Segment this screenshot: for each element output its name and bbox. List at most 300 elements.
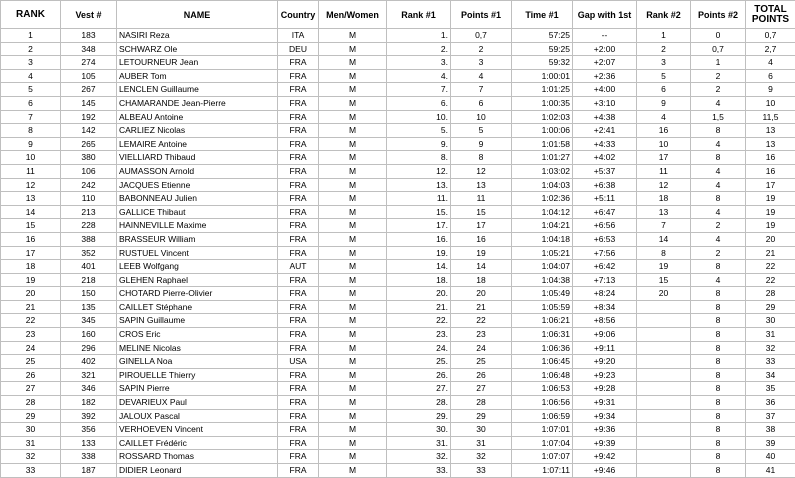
cell-rank: 29 bbox=[1, 409, 61, 423]
cell-name: AUMASSON Arnold bbox=[117, 164, 278, 178]
cell-rank: 17 bbox=[1, 246, 61, 260]
cell-points-2: 8 bbox=[691, 382, 746, 396]
cell-vest: 352 bbox=[61, 246, 117, 260]
cell-rank-2: 14 bbox=[637, 232, 691, 246]
cell-rank: 22 bbox=[1, 314, 61, 328]
cell-points-1: 9 bbox=[451, 137, 512, 151]
cell-vest: 321 bbox=[61, 368, 117, 382]
table-row bbox=[1, 42, 795, 56]
cell-country: FRA bbox=[278, 219, 319, 233]
cell-rank-1: 31. bbox=[387, 436, 451, 450]
table-row bbox=[1, 450, 795, 464]
cell-name: SAPIN Guillaume bbox=[117, 314, 278, 328]
cell-rank: 27 bbox=[1, 382, 61, 396]
cell-total-points: 13 bbox=[746, 124, 795, 138]
cell-gender: M bbox=[319, 300, 387, 314]
cell-gap: +4:33 bbox=[573, 137, 637, 151]
cell-country: FRA bbox=[278, 396, 319, 410]
cell-time-1: 1:02:03 bbox=[512, 110, 573, 124]
cell-total-points: 10 bbox=[746, 96, 795, 110]
cell-rank-2: 11 bbox=[637, 164, 691, 178]
cell-rank: 5 bbox=[1, 83, 61, 97]
cell-points-1: 12 bbox=[451, 164, 512, 178]
cell-points-2: 8 bbox=[691, 124, 746, 138]
cell-gap: +9:46 bbox=[573, 464, 637, 478]
cell-country: FRA bbox=[278, 56, 319, 70]
cell-time-1: 1:06:48 bbox=[512, 368, 573, 382]
cell-points-1: 4 bbox=[451, 69, 512, 83]
cell-name: GINELLA Noa bbox=[117, 355, 278, 369]
cell-points-2: 8 bbox=[691, 423, 746, 437]
cell-time-1: 1:07:11 bbox=[512, 464, 573, 478]
cell-country: FRA bbox=[278, 96, 319, 110]
cell-gap: +6:47 bbox=[573, 205, 637, 219]
cell-name: LEMAIRE Antoine bbox=[117, 137, 278, 151]
cell-country: FRA bbox=[278, 341, 319, 355]
cell-points-2: 4 bbox=[691, 164, 746, 178]
cell-vest: 348 bbox=[61, 42, 117, 56]
cell-name: CAILLET Stéphane bbox=[117, 300, 278, 314]
cell-rank-1: 5. bbox=[387, 124, 451, 138]
cell-vest: 380 bbox=[61, 151, 117, 165]
cell-total-points: 41 bbox=[746, 464, 795, 478]
cell-rank-2 bbox=[637, 355, 691, 369]
cell-total-points: 40 bbox=[746, 450, 795, 464]
cell-rank: 15 bbox=[1, 219, 61, 233]
cell-gap: +8:34 bbox=[573, 300, 637, 314]
cell-name: CAILLET Frédéric bbox=[117, 436, 278, 450]
cell-time-1: 1:05:59 bbox=[512, 300, 573, 314]
cell-points-2: 8 bbox=[691, 355, 746, 369]
cell-gap: +6:42 bbox=[573, 260, 637, 274]
cell-gap: +5:37 bbox=[573, 164, 637, 178]
header-rank: RANK bbox=[1, 1, 61, 29]
cell-rank-1: 1. bbox=[387, 29, 451, 43]
cell-gender: M bbox=[319, 423, 387, 437]
cell-name: DEVARIEUX Paul bbox=[117, 396, 278, 410]
table-row bbox=[1, 423, 795, 437]
cell-points-1: 3 bbox=[451, 56, 512, 70]
cell-time-1: 57:25 bbox=[512, 29, 573, 43]
cell-vest: 265 bbox=[61, 137, 117, 151]
cell-points-2: 8 bbox=[691, 396, 746, 410]
table-header bbox=[1, 1, 795, 29]
cell-gender: M bbox=[319, 232, 387, 246]
cell-rank-2 bbox=[637, 396, 691, 410]
cell-points-2: 4 bbox=[691, 137, 746, 151]
cell-points-2: 8 bbox=[691, 341, 746, 355]
cell-vest: 192 bbox=[61, 110, 117, 124]
cell-gap: +3:10 bbox=[573, 96, 637, 110]
header-name: NAME bbox=[117, 1, 278, 29]
table-row bbox=[1, 178, 795, 192]
cell-time-1: 1:06:59 bbox=[512, 409, 573, 423]
cell-rank: 24 bbox=[1, 341, 61, 355]
cell-name: BABONNEAU Julien bbox=[117, 192, 278, 206]
cell-rank: 33 bbox=[1, 464, 61, 478]
cell-gap: +7:56 bbox=[573, 246, 637, 260]
cell-gap: +4:00 bbox=[573, 83, 637, 97]
table-row bbox=[1, 205, 795, 219]
cell-rank-2: 10 bbox=[637, 137, 691, 151]
cell-points-2: 8 bbox=[691, 368, 746, 382]
cell-vest: 228 bbox=[61, 219, 117, 233]
cell-vest: 402 bbox=[61, 355, 117, 369]
cell-gender: M bbox=[319, 450, 387, 464]
cell-points-2: 4 bbox=[691, 96, 746, 110]
cell-vest: 218 bbox=[61, 273, 117, 287]
cell-gender: M bbox=[319, 382, 387, 396]
cell-rank-1: 24. bbox=[387, 341, 451, 355]
cell-total-points: 33 bbox=[746, 355, 795, 369]
cell-gap: +9:28 bbox=[573, 382, 637, 396]
table-row bbox=[1, 273, 795, 287]
cell-points-2: 8 bbox=[691, 464, 746, 478]
cell-rank: 3 bbox=[1, 56, 61, 70]
cell-rank: 9 bbox=[1, 137, 61, 151]
cell-total-points: 19 bbox=[746, 192, 795, 206]
table-row bbox=[1, 436, 795, 450]
table-row bbox=[1, 341, 795, 355]
cell-gap: +9:39 bbox=[573, 436, 637, 450]
table-row bbox=[1, 409, 795, 423]
cell-total-points: 29 bbox=[746, 300, 795, 314]
cell-gender: M bbox=[319, 110, 387, 124]
cell-rank-2 bbox=[637, 464, 691, 478]
cell-points-2: 8 bbox=[691, 314, 746, 328]
cell-rank: 32 bbox=[1, 450, 61, 464]
cell-total-points: 22 bbox=[746, 273, 795, 287]
cell-country: FRA bbox=[278, 368, 319, 382]
table-body bbox=[1, 29, 795, 478]
cell-rank-2: 19 bbox=[637, 260, 691, 274]
cell-time-1: 1:04:07 bbox=[512, 260, 573, 274]
cell-gender: M bbox=[319, 151, 387, 165]
cell-rank-2 bbox=[637, 382, 691, 396]
cell-gender: M bbox=[319, 368, 387, 382]
cell-total-points: 11,5 bbox=[746, 110, 795, 124]
cell-gap: +9:06 bbox=[573, 328, 637, 342]
cell-rank: 20 bbox=[1, 287, 61, 301]
cell-vest: 338 bbox=[61, 450, 117, 464]
cell-gap: +2:00 bbox=[573, 42, 637, 56]
cell-points-1: 6 bbox=[451, 96, 512, 110]
cell-rank-1: 16. bbox=[387, 232, 451, 246]
cell-rank-1: 18. bbox=[387, 273, 451, 287]
cell-vest: 274 bbox=[61, 56, 117, 70]
table-row bbox=[1, 355, 795, 369]
cell-rank-1: 3. bbox=[387, 56, 451, 70]
cell-rank-1: 11. bbox=[387, 192, 451, 206]
cell-country: FRA bbox=[278, 287, 319, 301]
cell-points-2: 2 bbox=[691, 219, 746, 233]
cell-points-1: 16 bbox=[451, 232, 512, 246]
cell-points-1: 27 bbox=[451, 382, 512, 396]
cell-name: SAPIN Pierre bbox=[117, 382, 278, 396]
table-row bbox=[1, 314, 795, 328]
cell-vest: 145 bbox=[61, 96, 117, 110]
cell-total-points: 16 bbox=[746, 164, 795, 178]
cell-points-2: 8 bbox=[691, 450, 746, 464]
cell-rank-1: 8. bbox=[387, 151, 451, 165]
cell-gap: +2:41 bbox=[573, 124, 637, 138]
cell-name: MELINE Nicolas bbox=[117, 341, 278, 355]
cell-points-1: 2 bbox=[451, 42, 512, 56]
header-vest: Vest # bbox=[61, 1, 117, 29]
cell-rank-1: 7. bbox=[387, 83, 451, 97]
header-points-1: Points #1 bbox=[451, 1, 512, 29]
cell-vest: 135 bbox=[61, 300, 117, 314]
cell-rank-2 bbox=[637, 436, 691, 450]
cell-points-1: 20 bbox=[451, 287, 512, 301]
cell-points-2: 8 bbox=[691, 151, 746, 165]
cell-gender: M bbox=[319, 328, 387, 342]
cell-points-1: 33 bbox=[451, 464, 512, 478]
cell-rank-2: 9 bbox=[637, 96, 691, 110]
cell-time-1: 1:01:58 bbox=[512, 137, 573, 151]
cell-gap: +9:36 bbox=[573, 423, 637, 437]
cell-gap: +6:53 bbox=[573, 232, 637, 246]
cell-time-1: 1:05:21 bbox=[512, 246, 573, 260]
cell-rank: 10 bbox=[1, 151, 61, 165]
cell-country: FRA bbox=[278, 409, 319, 423]
cell-points-2: 8 bbox=[691, 300, 746, 314]
table-row bbox=[1, 232, 795, 246]
cell-rank-2: 15 bbox=[637, 273, 691, 287]
cell-gender: M bbox=[319, 124, 387, 138]
cell-rank-2 bbox=[637, 300, 691, 314]
cell-total-points: 37 bbox=[746, 409, 795, 423]
cell-vest: 388 bbox=[61, 232, 117, 246]
cell-rank: 26 bbox=[1, 368, 61, 382]
cell-points-2: 8 bbox=[691, 328, 746, 342]
cell-total-points: 6 bbox=[746, 69, 795, 83]
cell-points-1: 7 bbox=[451, 83, 512, 97]
table-row bbox=[1, 124, 795, 138]
cell-name: ALBEAU Antoine bbox=[117, 110, 278, 124]
cell-rank-1: 22. bbox=[387, 314, 451, 328]
cell-name: GALLICE Thibaut bbox=[117, 205, 278, 219]
cell-time-1: 1:04:38 bbox=[512, 273, 573, 287]
cell-points-2: 8 bbox=[691, 436, 746, 450]
cell-name: CHOTARD Pierre-Olivier bbox=[117, 287, 278, 301]
cell-country: FRA bbox=[278, 450, 319, 464]
cell-gender: M bbox=[319, 69, 387, 83]
cell-gap: +2:07 bbox=[573, 56, 637, 70]
cell-time-1: 1:02:36 bbox=[512, 192, 573, 206]
cell-points-1: 0,7 bbox=[451, 29, 512, 43]
cell-name: VERHOEVEN Vincent bbox=[117, 423, 278, 437]
table-row bbox=[1, 464, 795, 478]
cell-points-2: 1,5 bbox=[691, 110, 746, 124]
cell-gender: M bbox=[319, 42, 387, 56]
cell-gender: M bbox=[319, 355, 387, 369]
header-gap: Gap with 1st bbox=[573, 1, 637, 29]
cell-country: FRA bbox=[278, 382, 319, 396]
cell-rank: 25 bbox=[1, 355, 61, 369]
cell-gender: M bbox=[319, 436, 387, 450]
cell-rank: 13 bbox=[1, 192, 61, 206]
cell-rank-1: 27. bbox=[387, 382, 451, 396]
table-row bbox=[1, 368, 795, 382]
cell-rank-1: 19. bbox=[387, 246, 451, 260]
cell-country: FRA bbox=[278, 328, 319, 342]
table-row bbox=[1, 328, 795, 342]
cell-gap: +8:56 bbox=[573, 314, 637, 328]
table-row bbox=[1, 396, 795, 410]
cell-country: FRA bbox=[278, 300, 319, 314]
cell-vest: 182 bbox=[61, 396, 117, 410]
cell-rank: 2 bbox=[1, 42, 61, 56]
cell-total-points: 4 bbox=[746, 56, 795, 70]
cell-gender: M bbox=[319, 29, 387, 43]
header-total-points: TOTAL POINTS bbox=[746, 1, 795, 29]
cell-vest: 187 bbox=[61, 464, 117, 478]
cell-vest: 346 bbox=[61, 382, 117, 396]
cell-name: LETOURNEUR Jean bbox=[117, 56, 278, 70]
cell-rank-1: 28. bbox=[387, 396, 451, 410]
cell-vest: 142 bbox=[61, 124, 117, 138]
cell-rank: 23 bbox=[1, 328, 61, 342]
cell-points-1: 17 bbox=[451, 219, 512, 233]
cell-rank-2: 20 bbox=[637, 287, 691, 301]
cell-country: FRA bbox=[278, 124, 319, 138]
cell-name: CROS Eric bbox=[117, 328, 278, 342]
cell-rank-2 bbox=[637, 341, 691, 355]
cell-gender: M bbox=[319, 287, 387, 301]
cell-time-1: 59:25 bbox=[512, 42, 573, 56]
header-time-1: Time #1 bbox=[512, 1, 573, 29]
cell-rank: 19 bbox=[1, 273, 61, 287]
cell-total-points: 17 bbox=[746, 178, 795, 192]
cell-time-1: 1:04:03 bbox=[512, 178, 573, 192]
cell-rank: 30 bbox=[1, 423, 61, 437]
table-row bbox=[1, 29, 795, 43]
cell-rank-1: 6. bbox=[387, 96, 451, 110]
cell-rank-1: 12. bbox=[387, 164, 451, 178]
cell-country: FRA bbox=[278, 151, 319, 165]
cell-country: FRA bbox=[278, 137, 319, 151]
cell-time-1: 1:05:49 bbox=[512, 287, 573, 301]
cell-rank-1: 17. bbox=[387, 219, 451, 233]
cell-total-points: 13 bbox=[746, 137, 795, 151]
cell-total-points: 35 bbox=[746, 382, 795, 396]
cell-points-1: 22 bbox=[451, 314, 512, 328]
cell-country: FRA bbox=[278, 464, 319, 478]
cell-name: CHAMARANDE Jean-Pierre bbox=[117, 96, 278, 110]
cell-rank-1: 26. bbox=[387, 368, 451, 382]
cell-gap: +9:42 bbox=[573, 450, 637, 464]
cell-country: FRA bbox=[278, 83, 319, 97]
cell-rank-2: 3 bbox=[637, 56, 691, 70]
cell-rank-2: 5 bbox=[637, 69, 691, 83]
table-row bbox=[1, 300, 795, 314]
header-rank-2: Rank #2 bbox=[637, 1, 691, 29]
cell-points-1: 31 bbox=[451, 436, 512, 450]
cell-country: FRA bbox=[278, 436, 319, 450]
cell-rank: 21 bbox=[1, 300, 61, 314]
cell-gender: M bbox=[319, 409, 387, 423]
cell-points-1: 26 bbox=[451, 368, 512, 382]
cell-gender: M bbox=[319, 205, 387, 219]
cell-points-2: 2 bbox=[691, 246, 746, 260]
cell-name: RUSTUEL Vincent bbox=[117, 246, 278, 260]
cell-country: ITA bbox=[278, 29, 319, 43]
cell-vest: 106 bbox=[61, 164, 117, 178]
cell-time-1: 1:06:53 bbox=[512, 382, 573, 396]
cell-name: LEEB Wolfgang bbox=[117, 260, 278, 274]
table-row bbox=[1, 96, 795, 110]
cell-rank-1: 10. bbox=[387, 110, 451, 124]
cell-vest: 183 bbox=[61, 29, 117, 43]
table-row bbox=[1, 192, 795, 206]
cell-total-points: 39 bbox=[746, 436, 795, 450]
cell-points-2: 8 bbox=[691, 192, 746, 206]
cell-total-points: 22 bbox=[746, 260, 795, 274]
cell-gap: +6:38 bbox=[573, 178, 637, 192]
cell-name: ROSSARD Thomas bbox=[117, 450, 278, 464]
cell-vest: 213 bbox=[61, 205, 117, 219]
cell-vest: 345 bbox=[61, 314, 117, 328]
table-row bbox=[1, 287, 795, 301]
header-rank-1: Rank #1 bbox=[387, 1, 451, 29]
cell-vest: 356 bbox=[61, 423, 117, 437]
cell-rank-1: 33. bbox=[387, 464, 451, 478]
cell-points-2: 4 bbox=[691, 178, 746, 192]
table-row bbox=[1, 219, 795, 233]
cell-points-1: 29 bbox=[451, 409, 512, 423]
cell-gender: M bbox=[319, 246, 387, 260]
table-row bbox=[1, 246, 795, 260]
cell-rank: 14 bbox=[1, 205, 61, 219]
cell-total-points: 31 bbox=[746, 328, 795, 342]
cell-total-points: 2,7 bbox=[746, 42, 795, 56]
cell-points-2: 4 bbox=[691, 205, 746, 219]
cell-points-1: 32 bbox=[451, 450, 512, 464]
cell-gap: +4:02 bbox=[573, 151, 637, 165]
cell-rank-1: 32. bbox=[387, 450, 451, 464]
cell-time-1: 1:06:31 bbox=[512, 328, 573, 342]
cell-points-1: 21 bbox=[451, 300, 512, 314]
table-row bbox=[1, 260, 795, 274]
cell-country: FRA bbox=[278, 192, 319, 206]
cell-rank-1: 29. bbox=[387, 409, 451, 423]
cell-time-1: 1:06:36 bbox=[512, 341, 573, 355]
cell-gap: +4:38 bbox=[573, 110, 637, 124]
cell-gender: M bbox=[319, 192, 387, 206]
table-row bbox=[1, 83, 795, 97]
cell-vest: 105 bbox=[61, 69, 117, 83]
cell-name: VIELLIARD Thibaud bbox=[117, 151, 278, 165]
cell-country: FRA bbox=[278, 273, 319, 287]
cell-rank-2: 6 bbox=[637, 83, 691, 97]
cell-rank-2 bbox=[637, 409, 691, 423]
cell-points-2: 1 bbox=[691, 56, 746, 70]
cell-time-1: 1:06:56 bbox=[512, 396, 573, 410]
cell-country: USA bbox=[278, 355, 319, 369]
cell-rank: 11 bbox=[1, 164, 61, 178]
table-row bbox=[1, 56, 795, 70]
cell-rank: 18 bbox=[1, 260, 61, 274]
cell-country: DEU bbox=[278, 42, 319, 56]
cell-points-1: 10 bbox=[451, 110, 512, 124]
cell-country: FRA bbox=[278, 164, 319, 178]
cell-name: AUBER Tom bbox=[117, 69, 278, 83]
cell-rank-1: 4. bbox=[387, 69, 451, 83]
cell-rank: 8 bbox=[1, 124, 61, 138]
header-gender: Men/Women bbox=[319, 1, 387, 29]
cell-rank-2: 2 bbox=[637, 42, 691, 56]
